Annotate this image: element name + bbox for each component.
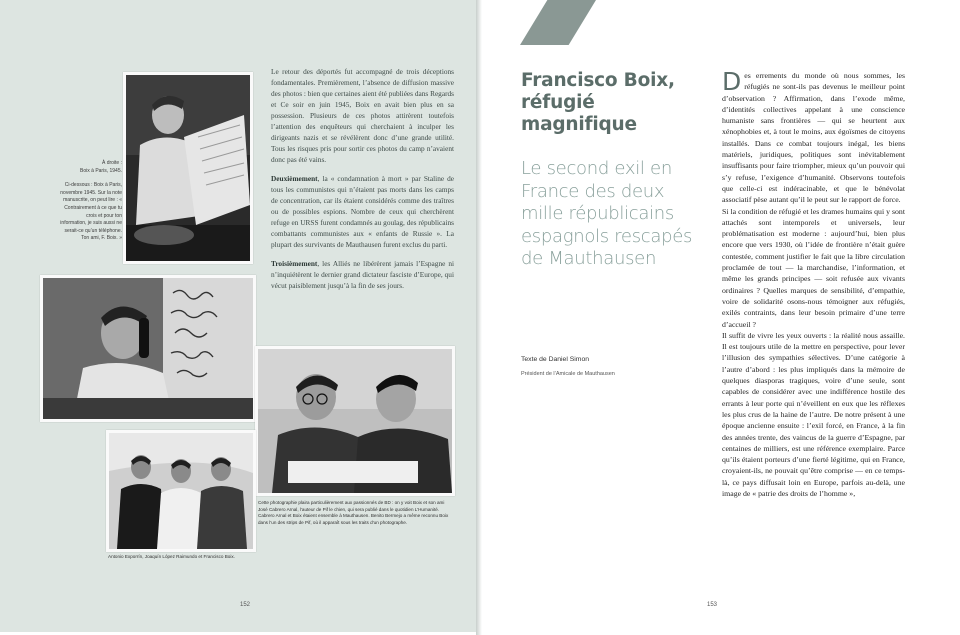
photo-illustration — [43, 278, 253, 419]
caption-line: À droite : — [101, 160, 122, 166]
drop-cap: D — [722, 67, 742, 96]
photo-boix-reading-newspaper — [123, 72, 253, 264]
article-body — [722, 67, 905, 499]
photo-boix-and-cabrero-arnal — [255, 346, 455, 496]
caption-group-photo: Antonio Exporrín, Joaquín López Raimundo et Francisco Boix. — [108, 554, 235, 559]
article-subtitle: Le second exil en France des deux mille républicains espagnols rescapés de Mauthausen — [521, 158, 693, 269]
photo-illustration — [258, 349, 452, 493]
paragraph: Le retour des déportés fut accompagné de trois déceptions fondamentales. Premièrement, l’absence de diffusion massive des photos : bien que certaines aient été publiées dans Regards et Ce soir en juin 1945, Boix en avait bien plus en sa possession. Plusieurs de ces photos attirèrent toutefois l’attention des enquêteurs qui cherchaient à inculper les dirigeants nazis et se révélèrent donc d’une grande utilité. Tous les risques pris pour sortir ces photos du camp n’avaient donc pas été vains. — [271, 67, 454, 164]
paragraph-body: es errements du monde où nous sommes, les réfugiés ne sont-ils pas devenus le meilleur point d’observation ? Affirmation, dans l’exode même, d’identités collectives appelant à une conscience humaniste sans frontières — qui se heurtent aux xénophobies et, à tout le moins, aux égoïsmes de citoyens installés. Dans ce combat toujours inégal, les biens matériels, juridiques, politiques sont inévitablement insuffisants pour faire triompher, mieux qu’un pouvoir qui s’y refuse, l’exigence d’humanité. Observons toutefois que celle-ci est indéracinable, et que le bénévolat associatif pèse autant qu’il le peut sur le rapport de force. — [722, 71, 905, 205]
paragraph — [722, 67, 905, 206]
paragraph-body: , la « condamnation à mort » par Staline de tous les communistes qui n’étaient pas morts dans les camps de concentration, car ils étaient considérés comme des traîtres ou de possibles espions. Nombre de ceux qui cherchèrent refuge en URSS furent condamnés au goulag, des républicains combattants communistes aux « enfants de Russie ». La plupart des survivants de Mauthausen furent exclus du parti. — [271, 174, 454, 249]
page-number-left: 152 — [240, 602, 251, 608]
paragraph-lead: Troisièmement — [271, 259, 318, 268]
photo-illustration — [126, 75, 250, 261]
side-caption — [60, 160, 122, 250]
paragraph — [271, 258, 454, 291]
caption-bd-photo: Cette photographie plaira particulièrement aux passionnés de BD : on y voit Boix et son ami José Cabrero Arnal, l’auteur de Pif le chien, qui sera publié dans le quotidien L’Humanité. Cabrero Arnal et Boix étaient ensemble à Mauthausen. Benito Bermejo a même reconnu Boix dans l’un des strips de Pif, où il apparaît sous les traits d’un photographe. — [258, 500, 449, 525]
caption-line: Boix à Paris, 1945. — [80, 167, 122, 174]
photo-three-men-group — [106, 430, 256, 552]
left-article-text — [271, 66, 454, 299]
photo-boix-on-telephone — [40, 275, 256, 422]
photo-illustration — [109, 433, 253, 549]
paragraph: Si la condition de réfugié et les drames humains qui y sont attachés sont intemporels et universels, leur problématisation est moderne : aujourd’hui, bien plus encore que vers 1930, où l’idée de frontière n’était guère contestée, comment justifier le fait que la libre circulation proclamée de tout — la marchandise, l’information, et même les grands principes — soit refusée aux vivants ordinaires ? Quelles marques de sensibilité, d’empathie, voire de solidarité osons-nous témoigner aux réfugiés, exilés contraints, dans leur besoin primaire d’une terre d’accueil ? — [722, 206, 905, 329]
paragraph: Il suffit de vivre les yeux ouverts : la réalité nous assaille. Il est toujours utile de la mettre en perspective, pour lever l’illusion des sympathies sélectives. D’une catégorie à l’autre d’abord : les plus impliqués dans la mémoire de quelques diasporas tragiques, voire d’une seule, sont capables de considérer avec une indifférence hostile des errants à leur porte qui n’éveillent en eux que les réflexes les plus crus de la haine de l’autre. De notre présent à une époque ancienne ensuite : l’exil forcé, en France, à la fin des années trente, des vaincus de la guerre d’Espagne, par centaines de milliers, est une référence exemplaire. Parce qu’ils étaient porteurs d’une fierté légitime, qui en France, croyaient-ils, ne pouvait qu’être comprise — en ce temps-là, ce pays diffusait loin en Europe, parfois au-delà, une image de « patrie des droits de l’homme », — [722, 330, 905, 498]
author-name: Texte de Daniel Simon — [521, 356, 590, 363]
author-role: Président de l’Amicale de Mauthausen — [521, 371, 615, 377]
page-number-right: 153 — [707, 602, 718, 608]
caption-line: Ci-dessous : Boix à Paris, novembre 1945. Sur la note manuscrite, on peut lire : « Contrairement à ce que tu crois et pour ton information, je suis aussi ne serait-ce qu’un téléphone. Ton ami, F. Boix. » — [60, 182, 122, 242]
article-title: Francisco Boix, réfugié magnifique — [521, 70, 675, 135]
paragraph — [271, 173, 454, 250]
paragraph-body: , les Alliés ne libérèrent jamais l’Espagne ni n’inquiétèrent le dernier grand dictateur fasciste d’Europe, qui vécut paisiblement jusqu’à la fin de ses jours. — [271, 259, 454, 290]
paragraph-lead: Deuxièmement — [271, 174, 318, 183]
